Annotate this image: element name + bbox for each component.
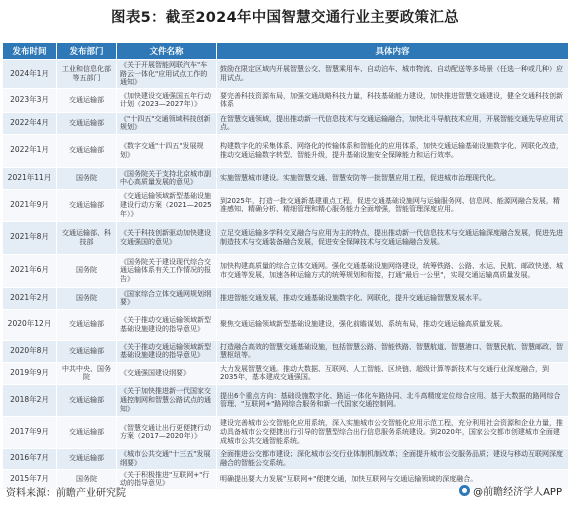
cell-doc-name: 《关于推动交通运输领域新型基础设施建设的指导意见》 (117, 309, 217, 340)
cell-dept: 交通运输部 (57, 384, 117, 416)
brand-label: @前瞻经济学人APP (473, 487, 562, 498)
cell-doc-name: 《城市公共交通"十三五"发展纲要》 (117, 448, 217, 469)
header-doc: 文件名称 (117, 43, 217, 60)
cell-date: 2016年7月 (3, 448, 57, 469)
header-content: 具体内容 (217, 43, 569, 60)
cell-content: 建设完善城市公交智能化应用系统，深入实施城市公交智能化应用示范工程，充分利用社会资源和企业力量，推动具备城市公交便捷出行引导的智慧型综合出行信息服务系统建设。到2020年，国家公交都市创建城市全面建成城市公共交通智能系统。 (217, 416, 569, 448)
cell-doc-name: 《关于推动交通运输领域新型基础设施建设的指导意见》 (117, 340, 217, 362)
cell-dept: 交通运输部 (57, 134, 117, 167)
cell-content: 明确提出要大力发展"互联网+"便捷交通，加快互联网与交通运输领域的深度融合。 (217, 469, 569, 489)
header-dept: 发布部门 (57, 43, 117, 60)
cell-dept: 交通运输部 (57, 448, 117, 469)
table-row (3, 254, 569, 287)
policy-table (2, 42, 569, 490)
cell-dept: 国务院 (57, 469, 117, 489)
table-row (3, 416, 569, 448)
cell-doc-name: 《交通强国建设纲要》 (117, 362, 217, 384)
cell-doc-name: 《国务院关于支持北京城市副中心高质量发展的意见》 (117, 167, 217, 189)
cell-date: 2020年12月 (3, 309, 57, 340)
table-header-row (3, 43, 569, 60)
cell-date: 2022年4月 (3, 112, 57, 134)
cell-date: 2024年1月 (3, 60, 57, 89)
cell-date: 2017年9月 (3, 416, 57, 448)
cell-date: 2020年8月 (3, 340, 57, 362)
cell-doc-name: 《数字交通"十四五"发展规划》 (117, 134, 217, 167)
cell-dept: 交通运输部 (57, 112, 117, 134)
footer (0, 478, 570, 506)
cell-date: 2021年6月 (3, 254, 57, 287)
cell-date: 2018年2月 (3, 384, 57, 416)
cell-doc-name: 《关于积极推进"互联网+"行动的指导意见》 (117, 469, 217, 489)
cell-doc-name: 《"十四五"交通领域科技创新规划》 (117, 112, 217, 134)
header-date: 发布时间 (3, 43, 57, 60)
cell-doc-name: 《国家综合立体交通网规划纲要》 (117, 287, 217, 309)
table-row (3, 309, 569, 340)
table-row (3, 448, 569, 469)
cell-doc-name: 《关于加快推进新一代国家交通控制网和智慧公路试点的通知》 (117, 384, 217, 416)
source-note: 资料来源：前瞻产业研究院 (6, 488, 126, 499)
brand-logo-icon (459, 485, 470, 496)
cell-doc-name: 《智慧交通让出行更便捷行动方案（2017—2020年）》 (117, 416, 217, 448)
cell-date: 2022年1月 (3, 134, 57, 167)
cell-date: 2015年7月 (3, 469, 57, 489)
cell-date: 2021年8月 (3, 221, 57, 254)
cell-dept: 国务院 (57, 287, 117, 309)
cell-content: 在智慧交通领域，提出推动新一代信息技术与交通运输融合，加快北斗导航技术应用，开展智能交通先导应用试点。 (217, 112, 569, 134)
cell-date: 2021年9月 (3, 189, 57, 221)
cell-content: 立足交通运输多学科交叉融合与应用为主的特点，提出推动新一代信息技术与交通运输深度融合发展，促进先进制造技术与交通装备融合发展，促进安全保障技术与交通运输融合发展。 (217, 221, 569, 254)
table-row (3, 134, 569, 167)
cell-content: 大力发展智慧交通。推动大数据、互联网、人工智能、区块链、超级计算等新技术与交通行业深度融合，到2035年，基本建成交通强国。 (217, 362, 569, 384)
cell-content: 聚焦交通运输领域新型基础设施建设，强化前瞻谋划、系统布局，推动交通运输高质量发展。 (217, 309, 569, 340)
cell-dept: 交通运输部 (57, 309, 117, 340)
table-row (3, 384, 569, 416)
cell-content: 提出6个重点方向：基础设施数字化、路运一体化车路协同、北斗高精度定位综合应用、基于大数据的路网综合管理、"互联网+"路网综合服务和新一代国家交通控制网。 (217, 384, 569, 416)
cell-content: 推进智能交通发展，推动交通基础设施数字化、网联化，提升交通运输智慧发展水平。 (217, 287, 569, 309)
cell-dept: 工业和信息化部等五部门 (57, 60, 117, 89)
cell-date: 2023年3月 (3, 88, 57, 112)
table-body (3, 60, 569, 490)
cell-doc-name: 《交通运输领域新型基础设施建设行动方案（2021—2025年）》 (117, 189, 217, 221)
cell-content: 要完善科技资源布局，加强交通战略科技力量，科技基础能力建设，加快推进智慧交通建设，健全交通科技创新体系 (217, 88, 569, 112)
cell-doc-name: 《关于科技创新驱动加快建设交通强国的意见》 (117, 221, 217, 254)
cell-content: 打造融合高效的智慧交通基础设施，包括智慧公路、智能铁路、智慧航道、智慧港口、智慧民航、智慧邮政、智慧枢纽等。 (217, 340, 569, 362)
page-title: 图表5：截至2024年中国智慧交通行业主要政策汇总 (111, 10, 459, 26)
cell-content: 到2025年，打造一批交通新基建重点工程，促进交通基础设施网与运输服务网、信息网、能源网融合发展，精准感知、精确分析、精细管理和精心服务能力全面增强，智能管理深度应用。 (217, 189, 569, 221)
table-header (3, 43, 569, 60)
cell-doc-name: 《加快建设交通强国五年行动计划（2023—2027年）》 (117, 88, 217, 112)
cell-date: 2019年9月 (3, 362, 57, 384)
table-row (3, 189, 569, 221)
table-row (3, 88, 569, 112)
cell-dept: 交通运输部 (57, 340, 117, 362)
cell-doc-name: 《关于开展智能网联汽车"车路云一体化"应用试点工作的通知》 (117, 60, 217, 89)
cell-dept: 中共中央、国务院 (57, 362, 117, 384)
table-row (3, 340, 569, 362)
cell-date: 2021年11月 (3, 167, 57, 189)
cell-content: 全面推进公交都市建设；深化城市公交行业体制机制改革；全面提升城市公交服务品质；建设与移动互联网深度融合的智能公交系统。 (217, 448, 569, 469)
cell-doc-name: 《国务院关于建设现代综合交通运输体系有关工作情况的报告》 (117, 254, 217, 287)
cell-date: 2021年2月 (3, 287, 57, 309)
cell-dept: 国务院 (57, 167, 117, 189)
table-row (3, 287, 569, 309)
table-row (3, 221, 569, 254)
table-row (3, 60, 569, 89)
table-row (3, 167, 569, 189)
policy-table-container (2, 42, 568, 490)
cell-dept: 交通运输部 (57, 189, 117, 221)
cell-dept: 交通运输部、科技部 (57, 221, 117, 254)
table-row (3, 362, 569, 384)
table-row (3, 112, 569, 134)
brand-credit (459, 483, 562, 498)
cell-content: 鼓励在限定区域内开展智慧公交、智慧乘用车、自动泊车、城市物流、自动配送等多场景（任选一种或几种）应用试点。 (217, 60, 569, 89)
cell-content: 构建数字化的采集体系、网络化的传输体系和智能化的应用体系，加快交通运输基础设施数字化、网联化改造，推动交通运输数字转型、智能升级，提升基础设施安全保障能力和运行效率。 (217, 134, 569, 167)
cell-content: 实施智慧城市建设。实施智慧交通、智慧安防等一批智慧应用工程，促进城市治理现代化。 (217, 167, 569, 189)
cell-dept: 交通运输部 (57, 88, 117, 112)
cell-content: 加快构建高质量的综合立体交通网。强化交通基础设施网络建设，统筹铁路、公路、水运、民航、邮政快递、城市交通等发展，加速各种运输方式的统筹规划和衔接，打通"最后一公里"，实现交通运输高质量发展。 (217, 254, 569, 287)
cell-dept: 交通运输部 (57, 416, 117, 448)
cell-dept: 国务院 (57, 254, 117, 287)
